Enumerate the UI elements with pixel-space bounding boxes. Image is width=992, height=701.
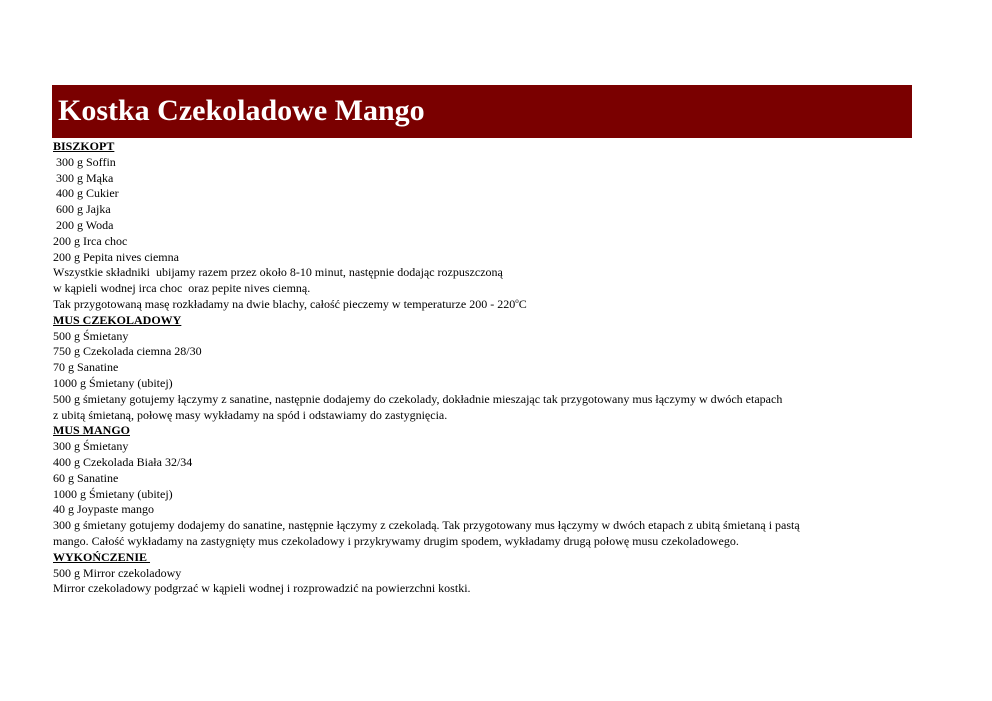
ingredient-line: 200 g Irca choc [53,233,128,248]
ingredient-line: 1000 g Śmietany (ubitej) [53,375,173,390]
instruction-line: w kąpieli wodnej irca choc oraz pepite nives ciemną. [53,281,311,296]
temperature-text: Tak przygotowaną masę rozkładamy na dwie blachy, całość pieczemy w temperaturze 200 - 220 [53,296,516,311]
title-bar [52,85,912,138]
recipe-title: Kostka Czekoladowe Mango [58,94,425,127]
ingredient-line: 1000 g Śmietany (ubitej) [53,486,173,501]
ingredient-line: 400 g Czekolada Biała 32/34 [53,454,193,469]
instruction-line-temperature [53,297,933,313]
ingredient-line: 300 g Mąka [53,170,114,185]
ingredient-line: 500 g Mirror czekoladowy [53,565,182,580]
ingredient-line: 300 g Soffin [53,154,116,169]
degree-superscript: o [515,296,519,305]
instruction-line: 500 g śmietany gotujemy łączymy z sanatine, następnie dodajemy do czekolady, dokładnie mieszając tak przygotowany mus łączymy w dwóch etapach [53,391,783,406]
ingredient-line: 60 g Sanatine [53,470,119,485]
ingredient-line: 600 g Jajka [53,202,111,217]
instruction-line: z ubitą śmietaną, połowę masy wykładamy na spód i odstawiamy do zastygnięcia. [53,407,448,422]
ingredient-line: 300 g Śmietany [53,439,129,454]
recipe-content [53,139,933,597]
ingredient-line: 200 g Pepita nives ciemna [53,249,179,264]
temperature-unit: C [518,296,527,311]
ingredient-line: 70 g Sanatine [53,360,119,375]
instruction-line: 300 g śmietany gotujemy dodajemy do sanatine, następnie łączymy z czekoladą. Tak przygotowany mus łączymy w dwóch etapach z ubitą śmietaną i pastą [53,518,800,533]
section-heading-mus-mango: MUS MANGO [53,423,130,438]
ingredient-line: 40 g Joypaste mango [53,502,154,517]
section-heading-biszkopt: BISZKOPT [53,139,115,153]
instruction-line: mango. Całość wykładamy na zastygnięty mus czekoladowy i przykrywamy drugim spodem, wykładamy drugą połowę musu czekoladowego. [53,533,739,548]
ingredient-line: 200 g Woda [53,217,114,232]
instruction-line: Wszystkie składniki ubijamy razem przez około 8-10 minut, następnie dodając rozpuszczoną [53,265,503,280]
ingredient-line: 750 g Czekolada ciemna 28/30 [53,344,202,359]
ingredient-line: 500 g Śmietany [53,328,129,343]
instruction-line: Mirror czekoladowy podgrzać w kąpieli wodnej i rozprowadzić na powierzchni kostki. [53,581,471,596]
ingredient-line: 400 g Cukier [53,186,119,201]
section-heading-wykonczenie: WYKOŃCZENIE [53,549,151,564]
section-heading-mus-czekoladowy: MUS CZEKOLADOWY [53,312,182,327]
